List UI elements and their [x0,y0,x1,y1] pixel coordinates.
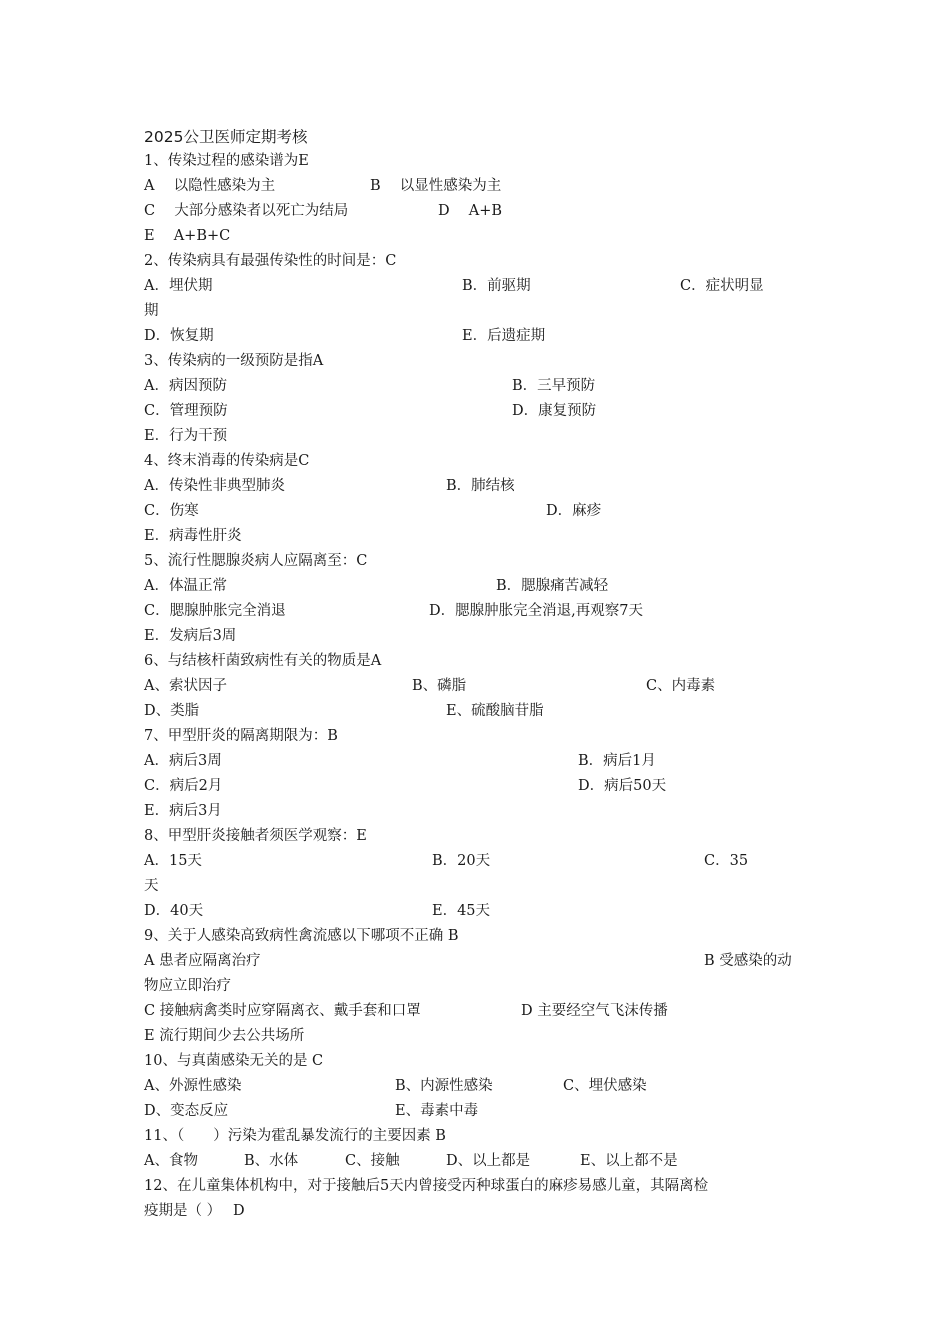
answer-option: A 以隐性感染为主 [144,178,276,194]
question-stem: 8、甲型肝炎接触者须医学观察：E [144,828,367,844]
answer-option: E．后遗症期 [462,328,546,344]
answer-option: D．病后50天 [578,778,667,794]
answer-option: A、外源性感染 [144,1078,242,1094]
answer-option: E．病后3月 [144,803,222,819]
answer-option: E．发病后3周 [144,628,237,644]
answer-option: E．45天 [432,903,491,919]
question-stem: 1、传染过程的感染谱为E [144,153,309,169]
answer-option: D、以上都是 [446,1153,531,1169]
question-stem: 7、甲型肝炎的隔离期限为：B [144,728,338,744]
answer-option: A．15天 [144,853,202,869]
question-stem: 9、关于人感染高致病性禽流感以下哪项不正确 B [144,928,459,944]
answer-option: C、接触 [345,1153,400,1169]
question-stem-continuation: 疫期是（ ） D [144,1203,245,1219]
answer-option: B 以显性感染为主 [370,178,502,194]
answer-option: C．腮腺肿胀完全消退 [144,603,286,619]
answer-option-continuation: 期 [144,303,159,319]
answer-option: E A+B+C [144,228,231,244]
question-stem: 12、在儿童集体机构中，对于接触后5天内曾接受丙种球蛋白的麻疹易感儿童，其隔离检 [144,1178,709,1194]
answer-option: D 主要经空气飞沫传播 [521,1003,668,1019]
question-stem: 4、终末消毒的传染病是C [144,453,310,469]
answer-option-continuation: 天 [144,878,159,894]
answer-option: D．康复预防 [512,403,597,419]
answer-option: C．管理预防 [144,403,228,419]
answer-option: B．20天 [432,853,491,869]
page-title: 2025公卫医师定期考核 [144,128,308,146]
question-stem: 6、与结核杆菌致病性有关的物质是A [144,653,382,669]
answer-option: D A+B [438,203,503,219]
answer-option: D．恢复期 [144,328,214,344]
answer-option: C 大部分感染者以死亡为结局 [144,203,349,219]
answer-option: B、磷脂 [412,678,467,694]
answer-option: B．三早预防 [512,378,596,394]
answer-option: B、水体 [244,1153,299,1169]
answer-option: C、埋伏感染 [563,1078,647,1094]
answer-option: D、变态反应 [144,1103,229,1119]
answer-option: B．腮腺痛苦减轻 [496,578,609,594]
question-stem: 3、传染病的一级预防是指A [144,353,324,369]
answer-option: B．肺结核 [446,478,515,494]
answer-option: B．前驱期 [462,278,531,294]
answer-option: E 流行期间少去公共场所 [144,1028,305,1044]
question-stem: 10、与真菌感染无关的是 C [144,1053,324,1069]
answer-option: C．伤寒 [144,503,199,519]
answer-option: A．病后3周 [144,753,222,769]
answer-option: A、食物 [144,1153,198,1169]
answer-option: B、内源性感染 [395,1078,493,1094]
answer-option: E．行为干预 [144,428,228,444]
answer-option: A．病因预防 [144,378,227,394]
question-stem: 11、（ ）污染为霍乱暴发流行的主要因素 B [144,1128,446,1144]
answer-option: E、以上都不是 [580,1153,678,1169]
answer-option: E、毒素中毒 [395,1103,479,1119]
answer-option: A．传染性非典型肺炎 [144,478,285,494]
question-stem: 2、传染病具有最强传染性的时间是：C [144,253,397,269]
answer-option: B．病后1月 [578,753,656,769]
answer-option: D．40天 [144,903,204,919]
answer-option: C．症状明显 [680,278,764,294]
answer-option: E．病毒性肝炎 [144,528,242,544]
answer-option: A．体温正常 [144,578,227,594]
answer-option: D．麻疹 [546,503,602,519]
answer-option: C．病后2月 [144,778,223,794]
answer-option: B 受感染的动 [704,953,792,969]
answer-option-continuation: 物应立即治疗 [144,978,231,994]
question-stem: 5、流行性腮腺炎病人应隔离至：C [144,553,368,569]
answer-option: C、内毒素 [646,678,716,694]
answer-option: C．35 [704,853,749,869]
answer-option: D、类脂 [144,703,200,719]
answer-option: D．腮腺肿胀完全消退,再观察7天 [429,603,643,619]
answer-option: A 患者应隔离治疗 [144,953,261,969]
answer-option: A、索状因子 [144,678,227,694]
answer-option: C 接触病禽类时应穿隔离衣、戴手套和口罩 [144,1003,421,1019]
answer-option: A．埋伏期 [144,278,213,294]
answer-option: E、硫酸脑苷脂 [446,703,544,719]
